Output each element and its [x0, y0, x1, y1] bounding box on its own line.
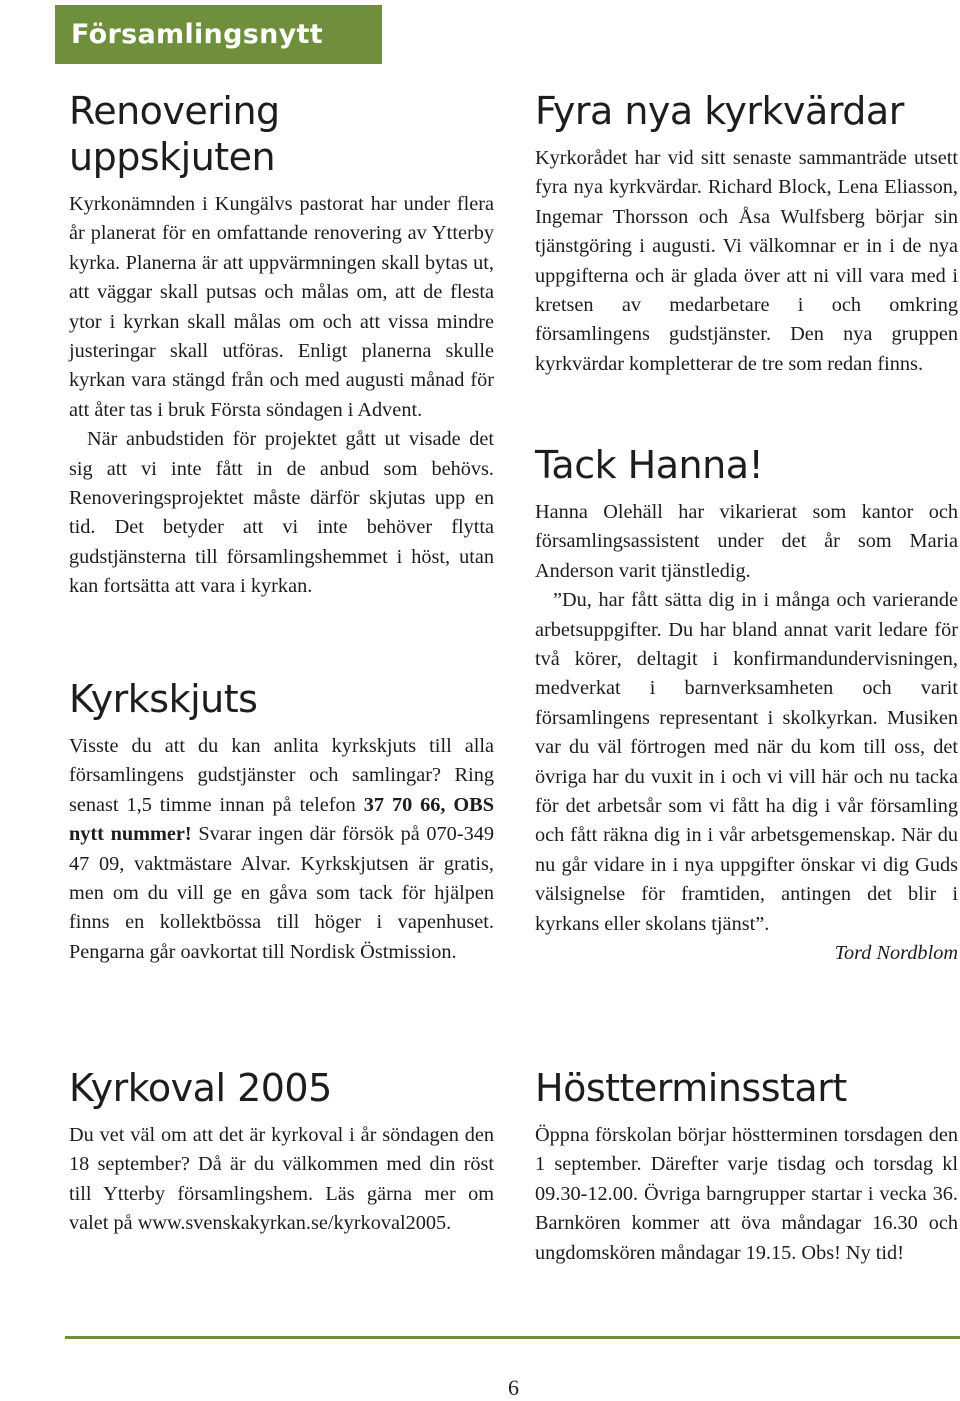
footer-rule: [65, 1336, 960, 1339]
article-tack-hanna: [535, 442, 958, 969]
page-number: 6: [508, 1375, 519, 1400]
article-title: Fyra nya kyrkvärdar: [535, 89, 904, 133]
article-title: Tack Hanna!: [535, 443, 764, 487]
article-paragraph: ”Du, har fått sätta dig in i många och varierande arbetsuppgifter. Du har bland annat varit ledare för två körer, deltagit i konfirmandundervisningen, medverkat i barnverksamheten och varit församlingens representant i skolkyrkan. Musiken var du väl förtrogen med när du kom till oss, det övriga har du vuxit in i och vi vill här och nu tacka för det arbetsår som vi fått ha dig i vår församling och fått räkna dig in i vår arbetsgemenskap. När du nu går vidare in i nya uppgifter önskar vi dig Guds välsignelse för framtiden, antingen det blir i kyrkans eller skolans tjänst”.: [535, 589, 958, 935]
article-paragraph: När anbudstiden för projektet gått ut visade det sig att vi inte fått in de anbud som behövs. Renoveringsprojektet måste därför skjutas upp en tid. Det betyder att vi inte behöver flytta gudstjänsterna till församlingshemmet i höst, utan kan fortsätta att vara i kyrkan.: [69, 428, 494, 598]
article-kyrkoval: [69, 1065, 494, 1239]
article-title: Renovering uppskjuten: [69, 89, 280, 179]
signature: Tord Nordblom: [834, 942, 958, 965]
article-title: Kyrkoval 2005: [69, 1066, 332, 1110]
article-paragraph: Kyrkonämnden i Kungälvs pastorat har under flera år planerat för en omfattande renovering av Ytterby kyrka. Planerna är att uppvärmningen skall bytas ut, att väggar skall putsas och målas om, att de flesta ytor i kyrkan skall målas om och att vissa mindre justeringar skall utföras. Enligt planerna skulle kyrkan vara stängd från och med augusti månad för att åter tas i bruk Första söndagen i Advent.: [69, 193, 494, 421]
article-paragraph: Hanna Olehäll har vikarierat som kantor och församlingsassistent under det år som Maria Anderson varit tjänstledig.: [535, 501, 958, 582]
article-hostterminsstart: [535, 1065, 958, 1268]
article-paragraph: Kyrkorådet har vid sitt senaste sammanträde utsett fyra nya kyrkvärdar. Richard Block, Lena Eliasson, Ingemar Thorsson och Åsa Wulfsberg börjar sin tjänstgöring i augusti. Vi välkomnar er in i de nya uppgifterna och är glada över att ni vill vara med i kretsen av medarbetare i och omkring församlingens gudstjänster. Den nya gruppen kyrkvärdar kompletterar de tre som redan finns.: [535, 147, 958, 375]
text-segment: Visste du att du kan anlita kyrkskjuts till alla församlingens gudstjänster och samlingar? Ring senast 1,5 timme innan på telefon: [69, 735, 494, 816]
section-banner: Församlingsnytt: [55, 5, 382, 64]
phone-number: 37 70 66, OBS nytt nummer!: [69, 793, 494, 846]
article-kyrkskjuts: [69, 676, 494, 967]
article-paragraph: Du vet väl om att det är kyrkoval i år söndagen den 18 september? Då är du välkommen med din röst till Ytterby församlingshem. Läs gärna mer om valet på www.svenskakyrkan.se/kyrkoval2005.: [69, 1124, 494, 1235]
article-kyrkvardar: [535, 88, 958, 379]
article-paragraph: Öppna förskolan börjar höstterminen torsdagen den 1 september. Därefter varje tisdag och torsdag kl 09.30-12.00. Övriga barngrupper startar i vecka 36. Barnkören kommer att öva måndagar 16.30 och ungdomskören måndagar 19.15. Obs! Ny tid!: [535, 1124, 958, 1264]
article-renovering: [69, 88, 494, 602]
article-title: Kyrkskjuts: [69, 677, 258, 721]
text-segment: Svarar ingen där försök på 070-349 47 09, vaktmästare Alvar. Kyrkskjutsen är gratis, men om du vill ge en gåva som tack för hjälpen finns en kollektbössa till höger i vapenhuset. Pengarna går oavkortat till Nordisk Östmission.: [69, 823, 494, 963]
article-paragraph: [69, 732, 494, 967]
article-title: Höstterminsstart: [535, 1066, 847, 1110]
